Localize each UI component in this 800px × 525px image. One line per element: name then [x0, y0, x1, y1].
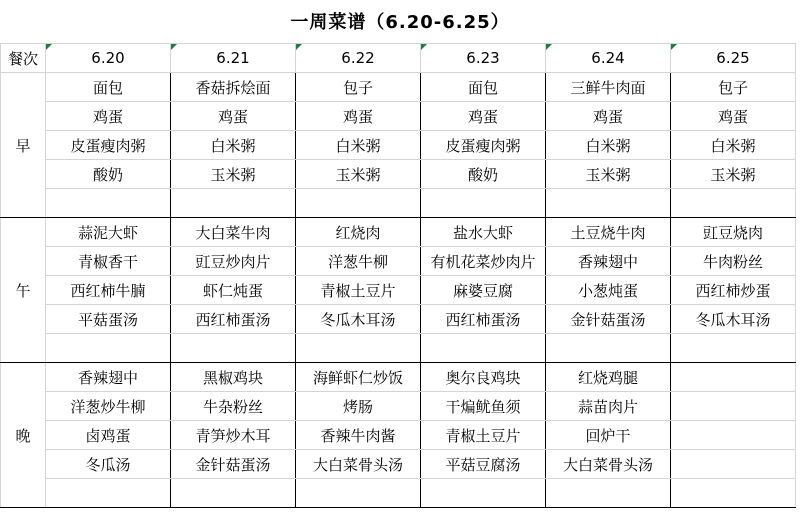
meal-label-cell[interactable]: 早	[1, 73, 46, 218]
table-row	[1, 392, 796, 421]
dish-cell[interactable]: 卤鸡蛋	[46, 421, 171, 450]
dish-cell[interactable]	[46, 189, 171, 218]
table-row	[1, 450, 796, 479]
dish-cell[interactable]: 西红柿蛋汤	[421, 305, 546, 334]
dish-cell[interactable]: 青椒土豆片	[421, 421, 546, 450]
dish-cell[interactable]: 蒜苗肉片	[546, 392, 671, 421]
dish-cell[interactable]: 大白菜骨头汤	[546, 450, 671, 479]
day-header-cell[interactable]	[46, 44, 171, 73]
dish-cell[interactable]: 西红柿蛋汤	[171, 305, 296, 334]
dish-cell[interactable]: 冬瓜木耳汤	[296, 305, 421, 334]
dish-cell[interactable]: 大白菜骨头汤	[296, 450, 421, 479]
meal-column-header: 餐次	[1, 44, 46, 73]
dish-cell[interactable]: 面包	[46, 73, 171, 102]
table-row	[1, 102, 796, 131]
dish-cell[interactable]: 青椒香干	[46, 247, 171, 276]
dish-cell[interactable]	[421, 479, 546, 508]
dish-cell[interactable]: 盐水大虾	[421, 218, 546, 247]
dish-cell[interactable]: 冬瓜汤	[46, 450, 171, 479]
dish-cell[interactable]: 鸡蛋	[46, 102, 171, 131]
dish-cell[interactable]: 西红柿牛腩	[46, 276, 171, 305]
dish-cell[interactable]: 鸡蛋	[171, 102, 296, 131]
dish-cell[interactable]: 金针菇蛋汤	[171, 450, 296, 479]
table-row	[1, 131, 796, 160]
dish-cell[interactable]	[671, 189, 796, 218]
dish-cell[interactable]: 海鲜虾仁炒饭	[296, 363, 421, 392]
cell-note-indicator-icon	[421, 44, 427, 50]
dish-cell[interactable]: 面包	[421, 73, 546, 102]
dish-cell[interactable]: 玉米粥	[671, 160, 796, 189]
dish-cell[interactable]	[296, 334, 421, 363]
dish-cell[interactable]	[296, 189, 421, 218]
dish-cell[interactable]	[671, 479, 796, 508]
cell-note-indicator-icon	[546, 44, 552, 50]
table-row	[1, 73, 796, 102]
dish-cell[interactable]	[171, 334, 296, 363]
day-label: 6.21	[216, 49, 250, 67]
day-header-cell[interactable]	[546, 44, 671, 73]
dish-cell[interactable]: 小葱炖蛋	[546, 276, 671, 305]
meal-label-cell[interactable]: 午	[1, 218, 46, 363]
table-row	[1, 218, 796, 247]
table-row	[1, 189, 796, 218]
table-row	[1, 363, 796, 392]
dish-cell[interactable]: 土豆烧牛肉	[546, 218, 671, 247]
day-header-cell[interactable]	[296, 44, 421, 73]
header-row	[1, 44, 796, 73]
dish-cell[interactable]: 酸奶	[46, 160, 171, 189]
dish-cell[interactable]: 玉米粥	[296, 160, 421, 189]
dish-cell[interactable]: 平菇蛋汤	[46, 305, 171, 334]
dish-cell[interactable]: 有机花菜炒肉片	[421, 247, 546, 276]
dish-cell[interactable]	[671, 334, 796, 363]
table-row	[1, 305, 796, 334]
day-header-cell[interactable]	[171, 44, 296, 73]
dish-cell[interactable]: 白米粥	[546, 131, 671, 160]
dish-cell[interactable]	[671, 392, 796, 421]
dish-cell[interactable]	[671, 421, 796, 450]
dish-cell[interactable]: 玉米粥	[171, 160, 296, 189]
dish-cell[interactable]: 包子	[296, 73, 421, 102]
dish-cell[interactable]	[421, 189, 546, 218]
menu-table	[0, 43, 796, 508]
cell-note-indicator-icon	[296, 44, 302, 50]
table-row	[1, 160, 796, 189]
dish-cell[interactable]: 鸡蛋	[546, 102, 671, 131]
dish-cell[interactable]: 鸡蛋	[421, 102, 546, 131]
dish-cell[interactable]: 皮蛋瘦肉粥	[421, 131, 546, 160]
sheet-title: 一周菜谱（6.20-6.25）	[290, 12, 510, 33]
dish-cell[interactable]: 香菇拆烩面	[171, 73, 296, 102]
day-label: 6.22	[341, 49, 375, 67]
dish-cell[interactable]: 洋葱炒牛柳	[46, 392, 171, 421]
dish-cell[interactable]: 鸡蛋	[296, 102, 421, 131]
dish-cell[interactable]: 包子	[671, 73, 796, 102]
dish-cell[interactable]: 牛肉粉丝	[671, 247, 796, 276]
dish-cell[interactable]: 虾仁炖蛋	[171, 276, 296, 305]
day-header-cell[interactable]	[671, 44, 796, 73]
dish-cell[interactable]	[546, 334, 671, 363]
dish-cell[interactable]: 奥尔良鸡块	[421, 363, 546, 392]
dish-cell[interactable]	[171, 479, 296, 508]
day-label: 6.23	[466, 49, 500, 67]
dish-cell[interactable]: 冬瓜木耳汤	[671, 305, 796, 334]
dish-cell[interactable]: 皮蛋瘦肉粥	[46, 131, 171, 160]
table-row	[1, 479, 796, 508]
dish-cell[interactable]: 西红柿炒蛋	[671, 276, 796, 305]
dish-cell[interactable]: 红烧鸡腿	[546, 363, 671, 392]
table-row	[1, 334, 796, 363]
dish-cell[interactable]: 蒜泥大虾	[46, 218, 171, 247]
dish-cell[interactable]	[546, 189, 671, 218]
day-label: 6.20	[91, 49, 125, 67]
dish-cell[interactable]	[46, 334, 171, 363]
dish-cell[interactable]: 干煸鱿鱼须	[421, 392, 546, 421]
day-label: 6.24	[591, 49, 625, 67]
day-label: 6.25	[716, 49, 750, 67]
dish-cell[interactable]: 香辣牛肉酱	[296, 421, 421, 450]
cell-note-indicator-icon	[671, 44, 677, 50]
dish-cell[interactable]	[671, 450, 796, 479]
dish-cell[interactable]: 三鲜牛肉面	[546, 73, 671, 102]
day-header-cell[interactable]	[421, 44, 546, 73]
dish-cell[interactable]	[296, 479, 421, 508]
dish-cell[interactable]	[46, 479, 171, 508]
dish-cell[interactable]: 黑椒鸡块	[171, 363, 296, 392]
dish-cell[interactable]: 金针菇蛋汤	[546, 305, 671, 334]
dish-cell[interactable]: 豇豆烧肉	[671, 218, 796, 247]
cell-note-indicator-icon	[171, 44, 177, 50]
dish-cell[interactable]: 青椒土豆片	[296, 276, 421, 305]
dish-cell[interactable]: 香辣翅中	[546, 247, 671, 276]
dish-cell[interactable]: 大白菜牛肉	[171, 218, 296, 247]
meal-label-cell[interactable]: 晚	[1, 363, 46, 508]
dish-cell[interactable]: 烤肠	[296, 392, 421, 421]
dish-cell[interactable]: 玉米粥	[546, 160, 671, 189]
dish-cell[interactable]: 红烧肉	[296, 218, 421, 247]
dish-cell[interactable]: 牛杂粉丝	[171, 392, 296, 421]
dish-cell[interactable]: 青笋炒木耳	[171, 421, 296, 450]
dish-cell[interactable]: 洋葱牛柳	[296, 247, 421, 276]
dish-cell[interactable]: 白米粥	[671, 131, 796, 160]
dish-cell[interactable]	[171, 189, 296, 218]
dish-cell[interactable]: 平菇豆腐汤	[421, 450, 546, 479]
dish-cell[interactable]: 香辣翅中	[46, 363, 171, 392]
dish-cell[interactable]	[671, 363, 796, 392]
dish-cell[interactable]: 鸡蛋	[671, 102, 796, 131]
dish-cell[interactable]: 豇豆炒肉片	[171, 247, 296, 276]
dish-cell[interactable]: 酸奶	[421, 160, 546, 189]
dish-cell[interactable]: 白米粥	[171, 131, 296, 160]
dish-cell[interactable]	[546, 479, 671, 508]
dish-cell[interactable]	[421, 334, 546, 363]
cell-note-indicator-icon	[46, 44, 52, 50]
table-row	[1, 276, 796, 305]
table-row	[1, 421, 796, 450]
dish-cell[interactable]: 麻婆豆腐	[421, 276, 546, 305]
dish-cell[interactable]: 白米粥	[296, 131, 421, 160]
table-row	[1, 247, 796, 276]
dish-cell[interactable]: 回炉干	[546, 421, 671, 450]
